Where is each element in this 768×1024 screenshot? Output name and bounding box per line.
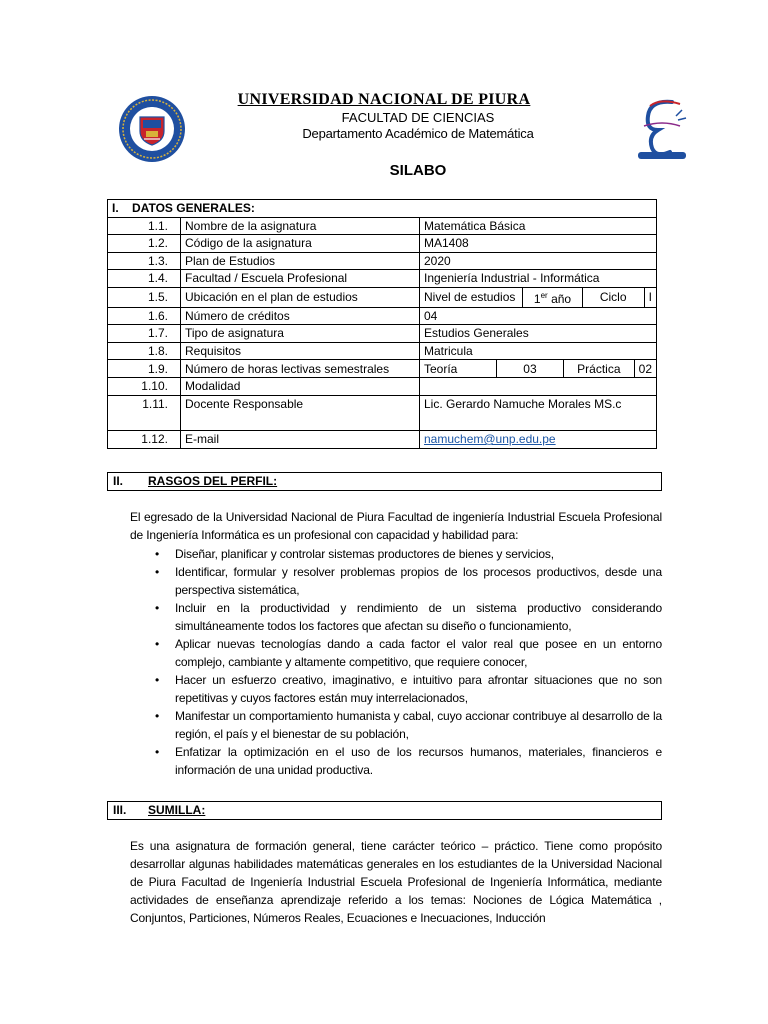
row-number: 1.1. bbox=[108, 217, 181, 235]
row-value: 2020 bbox=[420, 252, 657, 270]
email-link[interactable]: namuchem@unp.edu.pe bbox=[424, 432, 556, 446]
table-row bbox=[108, 252, 657, 270]
section-number: II. bbox=[113, 474, 124, 488]
row-label: Docente Responsable bbox=[181, 395, 420, 430]
table-row bbox=[108, 430, 657, 448]
table-row bbox=[108, 378, 657, 396]
table-row bbox=[108, 200, 657, 218]
table-row bbox=[108, 270, 657, 288]
row-label: Código de la asignatura bbox=[181, 235, 420, 253]
document-title: SILABO bbox=[389, 162, 447, 179]
perfil-list bbox=[130, 545, 662, 779]
row-value: MA1408 bbox=[420, 235, 657, 253]
datos-generales-table bbox=[107, 199, 657, 449]
teoria-value: 03 bbox=[496, 360, 563, 377]
row-label: Facultad / Escuela Profesional bbox=[181, 270, 420, 288]
list-item: • Diseñar, planificar y controlar sistemas productores de bienes y servicios, bbox=[155, 547, 554, 561]
row-label: Plan de Estudios bbox=[181, 252, 420, 270]
nivel-value: 1er año bbox=[523, 288, 582, 307]
list-item: • Manifestar un comportamiento humanista y cabal, cuyo accionar contribuye al desarrollo de la región, el país y el bienestar de su población, bbox=[155, 709, 662, 741]
row-value: Lic. Gerardo Namuche Morales MS.c bbox=[420, 395, 657, 430]
section-heading-sumilla bbox=[107, 801, 662, 820]
table-row bbox=[108, 360, 657, 378]
row-number: 1.12. bbox=[108, 430, 181, 448]
table-row bbox=[108, 307, 657, 325]
list-item: • Enfatizar la optimización en el uso de los recursos humanos, materiales, financieros e información de una unidad productiva. bbox=[155, 745, 662, 777]
list-item: • Incluir en la productividad y rendimiento de un sistema productivo considerando simultáneamente todos los factores que afectan su diseño o funcionamiento, bbox=[155, 601, 662, 633]
department-name: Departamento Académico de Matemática bbox=[302, 126, 534, 141]
ciclo-label: Ciclo bbox=[582, 288, 644, 307]
practica-value: 02 bbox=[634, 360, 656, 377]
row-value: 04 bbox=[420, 307, 657, 325]
row-number: 1.7. bbox=[108, 325, 181, 343]
section-heading bbox=[108, 200, 657, 218]
list-item: • Identificar, formular y resolver problemas propios de los procesos productivos, desde una perspectiva sistemática, bbox=[155, 565, 662, 597]
row-label: Tipo de asignatura bbox=[181, 325, 420, 343]
email-cell bbox=[420, 430, 657, 448]
sumilla-text: Es una asignatura de formación general, tiene carácter teórico – práctico. Tiene como propósito desarrollar algunas habilidades matemáticas generales en los estudiantes de la Universidad Nacional de Piura Facultad de Ingeniería Industrial Escuela Profesional de Ingeniería Informática, mediante actividades de enseñanza aprendizaje referido a los temas: Nociones de Lógica Matemática , Conjuntos, Particiones, Números Reales, Ecuaciones e Inecuaciones, Inducción bbox=[130, 839, 662, 925]
ciclo-value: I bbox=[644, 288, 656, 307]
table-row bbox=[108, 217, 657, 235]
row-value: Matricula bbox=[420, 342, 657, 360]
list-item: • Aplicar nuevas tecnologías dando a cada factor el valor real que posee en un entorno complejo, cambiante y altamente competitivo, que requiere conocer, bbox=[155, 637, 662, 669]
row-number: 1.11. bbox=[108, 395, 181, 430]
section-title: DATOS GENERALES: bbox=[132, 201, 255, 216]
row-number: 1.5. bbox=[108, 287, 181, 307]
table-row bbox=[108, 325, 657, 343]
row-value bbox=[420, 378, 657, 396]
row-value: Estudios Generales bbox=[420, 325, 657, 343]
row-label: Modalidad bbox=[181, 378, 420, 396]
row-number: 1.9. bbox=[108, 360, 181, 378]
row-label: Requisitos bbox=[181, 342, 420, 360]
section-number: I. bbox=[112, 201, 119, 216]
row-number: 1.10. bbox=[108, 378, 181, 396]
section-title: SUMILLA: bbox=[148, 803, 206, 817]
perfil-intro: El egresado de la Universidad Nacional de Piura Facultad de ingeniería Industrial Escuela Profesional de Ingeniería Informática es un profesional con capacidad y habilidad para: bbox=[130, 510, 662, 542]
row-number: 1.3. bbox=[108, 252, 181, 270]
row-value: Matemática Básica bbox=[420, 217, 657, 235]
row-label: Ubicación en el plan de estudios bbox=[181, 287, 420, 307]
section-number: III. bbox=[113, 803, 127, 817]
row-label: Nombre de la asignatura bbox=[181, 217, 420, 235]
row-number: 1.4. bbox=[108, 270, 181, 288]
table-row bbox=[108, 395, 657, 430]
table-row bbox=[108, 235, 657, 253]
ubicacion-cell bbox=[420, 287, 657, 307]
list-item: • Hacer un esfuerzo creativo, imaginativo, e intuitivo para afrontar situaciones que no son repetitivas y cuyos factores están muy interrelacionados, bbox=[155, 673, 662, 705]
nivel-label: Nivel de estudios bbox=[424, 290, 516, 304]
row-number: 1.8. bbox=[108, 342, 181, 360]
horas-cell bbox=[420, 360, 657, 378]
row-number: 1.6. bbox=[108, 307, 181, 325]
faculty-name: FACULTAD DE CIENCIAS bbox=[341, 110, 495, 125]
row-number: 1.2. bbox=[108, 235, 181, 253]
row-value: Ingeniería Industrial - Informática bbox=[420, 270, 657, 288]
teoria-label: Teoría bbox=[424, 361, 458, 376]
row-label: Número de créditos bbox=[181, 307, 420, 325]
row-label: Número de horas lectivas semestrales bbox=[181, 360, 420, 378]
table-row bbox=[108, 342, 657, 360]
university-name: UNIVERSIDAD NACIONAL DE PIURA bbox=[237, 91, 531, 108]
table-row bbox=[108, 287, 657, 307]
row-label: E-mail bbox=[181, 430, 420, 448]
section-heading-rasgos bbox=[107, 472, 662, 491]
section-title: RASGOS DEL PERFIL: bbox=[148, 474, 278, 488]
practica-label: Práctica bbox=[564, 360, 635, 377]
